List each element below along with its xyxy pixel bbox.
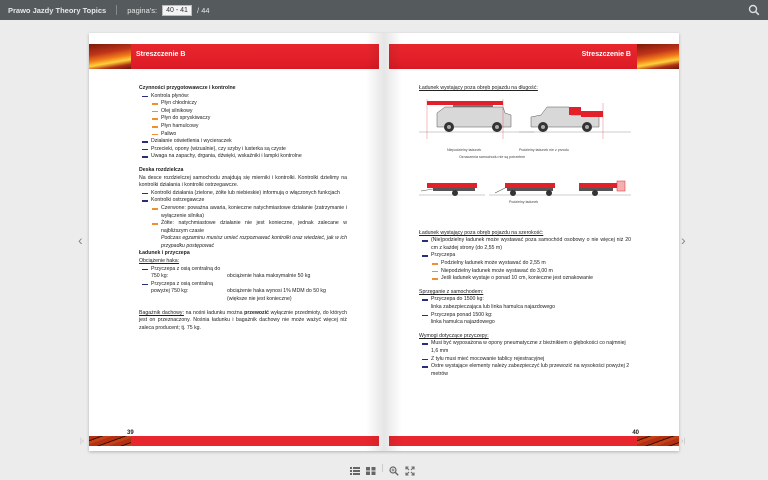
grid-view-icon[interactable] (366, 463, 376, 473)
list-item: Przyczepa ponad 1500 kg: (419, 312, 631, 320)
section-heading: Ładunek wystający poza obręb pojazdu na szerokość: (419, 229, 544, 236)
table-row (139, 281, 347, 304)
bold-word: przewozić (244, 309, 269, 316)
left-page[interactable] (89, 33, 384, 451)
toolbar-divider (382, 464, 383, 472)
page-footer-bar (389, 436, 679, 446)
list-item: Czerwone: poważna awaria, konieczne natychmiastowe działanie (zatrzymanie i wyłączenie silnika) (139, 205, 347, 220)
previous-page-button[interactable]: ‹ (78, 232, 83, 248)
row-label: Przyczepa z osią centralną powyżej 750 kg: (151, 280, 213, 295)
list-item: Z tyłu musi mieć mocowanie tablicy rejestracyjnej (419, 356, 631, 364)
exam-note: Podczas egzaminu musisz umieć rozpoznawać kontrolki oraz wiedzieć, jak w ich przypadku postępować (161, 235, 347, 249)
roof-rack-label: Bagażnik dachowy: (139, 309, 184, 316)
bottom-toolbar (350, 462, 415, 474)
list-item: Działanie oświetlenia i wycieraczek (139, 138, 347, 146)
diagram-label: Niepodzielny ładunek (447, 147, 482, 152)
page-input[interactable]: 40 - 41 (162, 5, 192, 16)
trailer-illustration-1 (419, 183, 485, 196)
suv-illustration (419, 99, 534, 139)
list-item: Kontrolki ostrzegawcze (139, 197, 347, 205)
row-label: Przyczepa z osią centralną do 750 kg: (151, 265, 221, 280)
trailer-illustration-3 (569, 181, 631, 196)
list-item: Kontrola płynów: (139, 93, 347, 101)
page-footer-bar (89, 436, 379, 446)
list-item-detail: linka zabezpieczająca lub linka hamulca najazdowego (431, 303, 556, 310)
list-item: Żółte: natychmiastowe działanie nie jest konieczne, jednak zalecane w najbliższym czasie (139, 220, 347, 235)
flame-decoration (89, 44, 131, 69)
zoom-in-icon[interactable] (389, 463, 399, 473)
list-item: Olej silnikowy (139, 108, 347, 116)
list-item: Musi być wyposażona w opony pneumatyczne z bieżnikiem o głębokości co najmniej 1,6 mm (419, 340, 631, 355)
page-header-banner (389, 44, 679, 69)
app-title: Prawo Jazdy Theory Topics (8, 5, 107, 15)
diagram-label: Podzielny ładunek (509, 199, 539, 204)
diagram-label: Oznaczenia samochodu nie są potrzebne (459, 154, 526, 159)
spine-shadow (366, 33, 384, 451)
banner-title: Streszczenie B (581, 51, 631, 58)
footer-stripes (89, 436, 131, 446)
table-row (139, 266, 347, 281)
toolbar-divider (116, 5, 117, 15)
section-heading: Ładunek i przyczepa (139, 250, 190, 257)
page-number: 40 (632, 430, 639, 436)
banner-title: Streszczenie B (136, 51, 186, 58)
spine-shadow (384, 33, 402, 451)
subheading: Obciążenie haka: (139, 258, 180, 265)
list-item: Uwaga na zapachy, drgania, dźwięki, wskaźniki i lampki kontrolne (139, 153, 347, 161)
trailer-illustration-2 (489, 183, 569, 196)
footer-stripes (637, 436, 679, 446)
list-item: Ostre wystające elementy należy zabezpieczyć lub przewozić na wysokości powyżej 2 metrów (419, 363, 631, 378)
right-page[interactable] (384, 33, 679, 451)
page-total: / 44 (197, 5, 210, 15)
next-page-button[interactable]: › (681, 232, 686, 248)
section-heading: Ładunek wystający poza obręb pojazdu na długość: (419, 85, 538, 91)
section-heading: Wymogi dotyczące przyczepy: (419, 332, 489, 339)
list-item: Kontrolki działania (zielone, żółte lub niebieskie) informują o włączonych funkcjach (139, 190, 347, 198)
text: na nośni ładunku można (183, 309, 245, 316)
list-item: Płyn chłodniczy (139, 100, 347, 108)
load-overhang-diagram (419, 97, 631, 222)
list-item: Niepodzielny ładunek może wystawać do 3,00 m (419, 268, 631, 276)
row-value: obciążenie haka wynosi 1% MDM do 50 kg (większe nie jest konieczne) (227, 288, 326, 303)
page-label: pagina's: (127, 5, 158, 15)
search-icon[interactable] (748, 4, 760, 16)
section-heading: Czynności przygotowawcze i kontrolne (139, 85, 236, 91)
top-toolbar (0, 0, 768, 20)
paragraph: Na desce rozdzielczej samochodu znajdują się mierniki i kontrolki. Kontrolki dzielimy na kontrolki działania i kontrolki ostrzegawcze. (139, 174, 347, 189)
section-heading: Sprzęganie z samochodem: (419, 288, 484, 295)
list-item: Podzielny ładunek może wystawać do 2,55 m (419, 260, 631, 268)
diagram-label: Podzielny ładunek nie z przodu (519, 147, 569, 152)
roof-rack-paragraph (139, 310, 347, 333)
first-page-button[interactable]: |‹ (80, 438, 85, 445)
list-item: Przyczepa do 1500 kg: (419, 296, 631, 304)
flame-decoration (637, 44, 679, 69)
list-item: Jeśli ładunek wystaje o ponad 10 cm, konieczne jest oznakowanie (419, 275, 631, 283)
last-page-button[interactable]: ›| (681, 438, 686, 445)
list-item: Płyn do spryskiwaczy (139, 115, 347, 123)
row-value: obciążenie haka maksymalnie 50 kg (227, 273, 311, 280)
list-item: (Nie)podzielny ładunek może wystawać poza samochód osobowy o nie więcej niż 20 cm z każdej strony (do 2,55 m) (419, 237, 631, 252)
list-item: Paliwo (139, 131, 347, 139)
pickup-illustration (519, 103, 631, 139)
list-item: Przecieki, opony (wizualnie), czy szyby i lusterka są czyste (139, 146, 347, 154)
fullscreen-icon[interactable] (405, 463, 415, 473)
left-page-content (139, 85, 347, 332)
text: wyłącznie przedmioty, do których jest on przeznaczony. Nośnia ładunku i bagażnik dachowy nie może ważyć więcej niż zaleca producent; tj. 75 kg. (139, 309, 348, 331)
list-item-detail: linka hamulca najazdowego (431, 319, 495, 326)
list-item: Płyn hamulcowy (139, 123, 347, 131)
list-item: Przyczepa (419, 252, 631, 260)
page-header-banner (89, 44, 379, 69)
section-heading: Deska rozdzielcza (139, 166, 184, 173)
page-number: 39 (127, 430, 134, 436)
right-page-content (419, 85, 631, 378)
list-view-icon[interactable] (350, 463, 360, 473)
book-spread (89, 33, 679, 451)
